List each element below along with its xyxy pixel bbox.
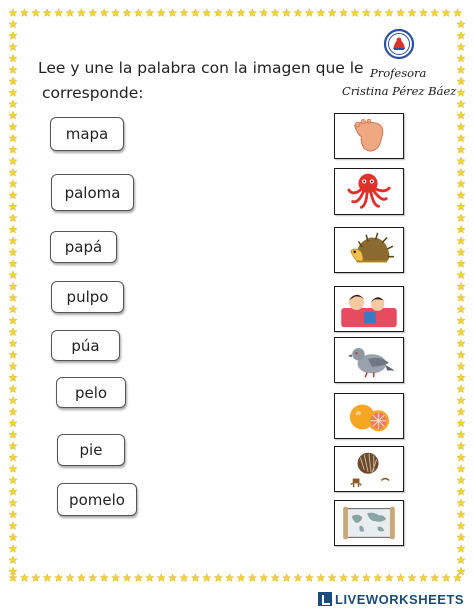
border-star xyxy=(123,574,131,582)
border-star xyxy=(43,9,51,17)
teacher-logo xyxy=(342,26,457,110)
border-star xyxy=(305,9,313,17)
border-star xyxy=(9,510,17,518)
border-star xyxy=(457,339,465,347)
border-star xyxy=(457,419,465,427)
border-star xyxy=(100,9,108,17)
border-star xyxy=(9,431,17,439)
border-star xyxy=(20,574,28,582)
border-star xyxy=(9,282,17,290)
liveworksheets-footer xyxy=(318,590,464,608)
border-star xyxy=(191,574,199,582)
border-star xyxy=(305,574,313,582)
border-star xyxy=(77,9,85,17)
border-star xyxy=(9,374,17,382)
border-star xyxy=(203,574,211,582)
border-star xyxy=(442,9,450,17)
border-star xyxy=(9,146,17,154)
border-star xyxy=(340,574,348,582)
border-star xyxy=(9,111,17,119)
word-box-pomelo[interactable]: pomelo xyxy=(57,483,137,516)
border-star xyxy=(454,9,462,17)
border-star xyxy=(385,9,393,17)
border-star xyxy=(9,123,17,131)
family-picture xyxy=(335,287,403,331)
border-star xyxy=(457,476,465,484)
border-star xyxy=(112,9,120,17)
logo-emblem-icon xyxy=(383,28,415,60)
logo-teacher-name: Cristina Pérez Báez xyxy=(342,84,457,98)
border-star xyxy=(294,574,302,582)
border-star xyxy=(351,574,359,582)
border-star xyxy=(457,260,465,268)
border-star xyxy=(442,574,450,582)
border-star xyxy=(457,305,465,313)
border-star xyxy=(9,362,17,370)
word-box-mapa[interactable]: mapa xyxy=(50,117,124,151)
border-star xyxy=(66,9,74,17)
border-star xyxy=(66,574,74,582)
border-star xyxy=(9,43,17,51)
border-star xyxy=(457,317,465,325)
border-star xyxy=(9,214,17,222)
border-star xyxy=(362,9,370,17)
border-star xyxy=(226,574,234,582)
instructions xyxy=(38,56,364,106)
border-star xyxy=(9,32,17,40)
border-star xyxy=(340,9,348,17)
border-star xyxy=(237,574,245,582)
border-star xyxy=(457,510,465,518)
border-star xyxy=(457,203,465,211)
border-star xyxy=(157,9,165,17)
border-star xyxy=(457,408,465,416)
border-star xyxy=(457,214,465,222)
border-star xyxy=(283,9,291,17)
border-star xyxy=(9,396,17,404)
border-star xyxy=(457,294,465,302)
border-star xyxy=(9,89,17,97)
border-star xyxy=(271,574,279,582)
word-box-paloma[interactable]: paloma xyxy=(51,174,134,211)
footer-brand: LIVEWORKSHEETS xyxy=(335,591,465,607)
border-star xyxy=(89,574,97,582)
border-star xyxy=(9,294,17,302)
border-star xyxy=(9,385,17,393)
border-star xyxy=(457,157,465,165)
border-star xyxy=(260,574,268,582)
border-star xyxy=(248,574,256,582)
border-star xyxy=(9,408,17,416)
border-star xyxy=(43,574,51,582)
border-star xyxy=(457,385,465,393)
border-star xyxy=(457,180,465,188)
border-star xyxy=(180,9,188,17)
border-star xyxy=(397,574,405,582)
border-star xyxy=(271,9,279,17)
border-star xyxy=(457,351,465,359)
border-star xyxy=(457,123,465,131)
foot-picture xyxy=(335,114,403,158)
border-star xyxy=(9,180,17,188)
border-star xyxy=(134,574,142,582)
border-star xyxy=(317,574,325,582)
border-star xyxy=(457,77,465,85)
border-star xyxy=(431,574,439,582)
border-star xyxy=(9,100,17,108)
border-star xyxy=(457,20,465,28)
border-star xyxy=(9,522,17,530)
border-star xyxy=(328,9,336,17)
border-star xyxy=(351,9,359,17)
border-star xyxy=(457,282,465,290)
border-star xyxy=(9,545,17,553)
border-star xyxy=(385,574,393,582)
border-star xyxy=(226,9,234,17)
border-star xyxy=(134,9,142,17)
border-star xyxy=(9,203,17,211)
instructions-line-2: corresponde: xyxy=(42,84,144,102)
border-star xyxy=(457,567,465,575)
border-star xyxy=(157,574,165,582)
border-star xyxy=(9,260,17,268)
picture-box-5[interactable] xyxy=(334,337,404,383)
border-star xyxy=(9,225,17,233)
border-star xyxy=(55,574,63,582)
border-star xyxy=(457,271,465,279)
picture-box-6[interactable] xyxy=(334,393,404,439)
border-star xyxy=(431,9,439,17)
border-star xyxy=(32,9,40,17)
border-star xyxy=(457,431,465,439)
border-star xyxy=(9,328,17,336)
word-box-pulpo[interactable]: pulpo xyxy=(51,281,124,313)
map-picture xyxy=(335,501,403,545)
border-star xyxy=(457,328,465,336)
picture-box-8[interactable] xyxy=(334,500,404,546)
border-star xyxy=(214,574,222,582)
border-star xyxy=(9,237,17,245)
border-star xyxy=(77,574,85,582)
word-box-pelo[interactable]: pelo xyxy=(56,377,126,408)
hair-picture xyxy=(335,447,403,491)
border-star xyxy=(9,476,17,484)
pigeon-picture xyxy=(335,338,403,382)
word-box-pua[interactable]: púa xyxy=(51,330,120,361)
border-star xyxy=(9,54,17,62)
border-star xyxy=(457,374,465,382)
border-star xyxy=(9,499,17,507)
border-star xyxy=(283,574,291,582)
border-star xyxy=(374,574,382,582)
border-star xyxy=(9,134,17,142)
liveworksheets-logo-icon xyxy=(318,592,332,606)
border-star xyxy=(260,9,268,17)
border-star xyxy=(214,9,222,17)
border-star xyxy=(146,574,154,582)
border-star xyxy=(9,442,17,450)
border-star xyxy=(457,225,465,233)
border-star xyxy=(55,9,63,17)
border-star xyxy=(9,453,17,461)
border-star xyxy=(457,111,465,119)
border-star xyxy=(457,237,465,245)
border-star xyxy=(89,9,97,17)
border-star xyxy=(237,9,245,17)
border-star xyxy=(457,488,465,496)
border-star xyxy=(408,9,416,17)
border-star xyxy=(457,545,465,553)
border-star xyxy=(9,574,17,582)
border-star xyxy=(457,32,465,40)
border-star xyxy=(457,146,465,154)
border-star xyxy=(169,574,177,582)
border-star xyxy=(397,9,405,17)
grapefruit-picture xyxy=(335,394,403,438)
border-star xyxy=(180,574,188,582)
picture-box-2[interactable] xyxy=(334,168,404,215)
border-star xyxy=(191,9,199,17)
border-star xyxy=(32,574,40,582)
border-star xyxy=(9,77,17,85)
picture-box-3[interactable] xyxy=(334,227,404,273)
border-star xyxy=(457,191,465,199)
border-star xyxy=(9,248,17,256)
border-star xyxy=(457,533,465,541)
border-star xyxy=(457,248,465,256)
border-star xyxy=(457,134,465,142)
hedgehog-picture xyxy=(335,228,403,272)
border-star xyxy=(9,9,17,17)
border-star xyxy=(9,317,17,325)
border-star xyxy=(457,54,465,62)
border-star xyxy=(419,574,427,582)
border-star xyxy=(457,522,465,530)
border-star xyxy=(146,9,154,17)
border-star xyxy=(9,533,17,541)
border-star xyxy=(317,9,325,17)
border-star xyxy=(457,465,465,473)
border-star xyxy=(328,574,336,582)
border-star xyxy=(457,556,465,564)
border-star xyxy=(9,465,17,473)
border-star xyxy=(9,20,17,28)
border-star xyxy=(457,362,465,370)
border-star xyxy=(457,168,465,176)
border-star xyxy=(123,9,131,17)
border-star xyxy=(169,9,177,17)
border-star xyxy=(457,453,465,461)
border-star xyxy=(112,574,120,582)
border-star xyxy=(374,9,382,17)
word-box-pie[interactable]: pie xyxy=(57,434,125,466)
border-star xyxy=(20,9,28,17)
border-star xyxy=(294,9,302,17)
border-star xyxy=(9,556,17,564)
border-star xyxy=(457,442,465,450)
border-star xyxy=(457,100,465,108)
border-star xyxy=(419,9,427,17)
border-star xyxy=(9,488,17,496)
instructions-line-1: Lee y une la palabra con la imagen que le xyxy=(38,59,364,77)
border-star xyxy=(457,43,465,51)
border-star xyxy=(9,351,17,359)
logo-title: Profesora xyxy=(370,66,427,80)
border-star xyxy=(454,574,462,582)
border-star xyxy=(457,66,465,74)
octopus-picture xyxy=(335,169,403,214)
border-star xyxy=(9,66,17,74)
border-star xyxy=(408,574,416,582)
border-star xyxy=(457,499,465,507)
border-star xyxy=(9,305,17,313)
border-star xyxy=(9,191,17,199)
border-star xyxy=(9,339,17,347)
border-star xyxy=(9,168,17,176)
word-box-papa[interactable]: papá xyxy=(50,231,117,263)
picture-box-1[interactable] xyxy=(334,113,404,159)
border-star xyxy=(362,574,370,582)
border-star xyxy=(9,157,17,165)
border-star xyxy=(9,419,17,427)
border-star xyxy=(9,271,17,279)
border-star xyxy=(457,396,465,404)
border-star xyxy=(457,89,465,97)
picture-box-4[interactable] xyxy=(334,286,404,332)
border-star xyxy=(203,9,211,17)
border-star xyxy=(248,9,256,17)
picture-box-7[interactable] xyxy=(334,446,404,492)
border-star xyxy=(100,574,108,582)
